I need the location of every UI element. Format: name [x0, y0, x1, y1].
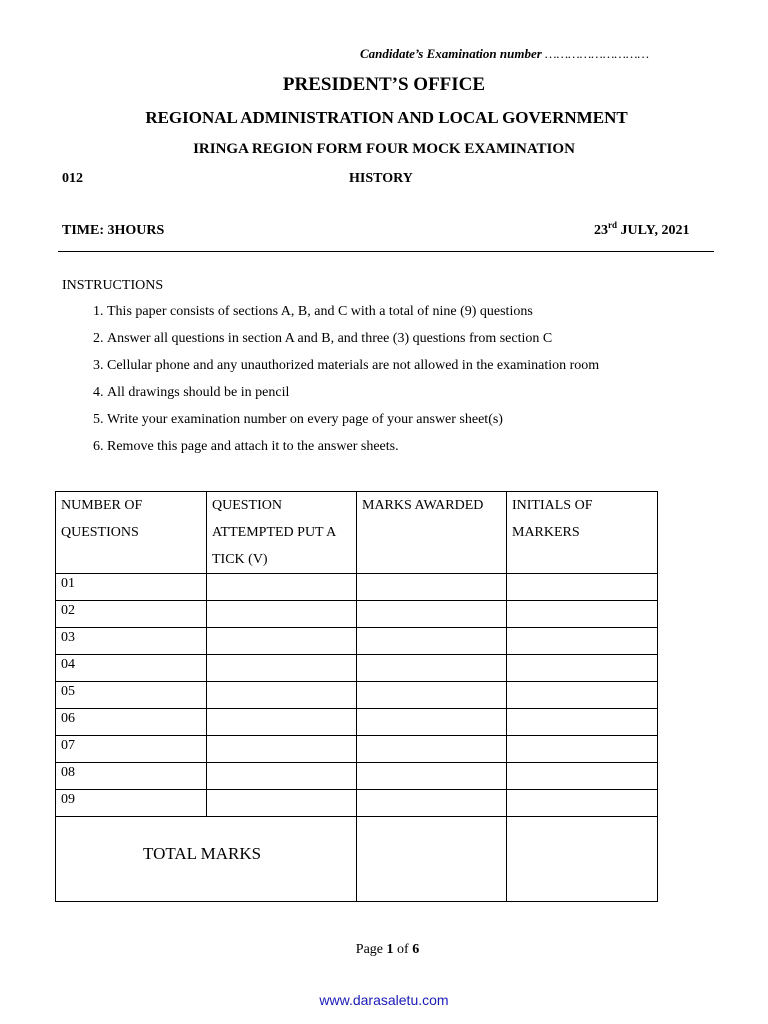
table-row	[56, 790, 658, 817]
page-prefix: Page	[355, 942, 387, 957]
website-link[interactable]: www.darasaletu.com	[319, 992, 449, 1008]
ministry-title: REGIONAL ADMINISTRATION AND LOCAL GOVERNMENT	[145, 108, 628, 127]
table-row	[56, 682, 658, 709]
initials-cell[interactable]	[507, 763, 658, 790]
table-row	[56, 628, 658, 655]
instruction-item: 6. Remove this page and attach it to the answer sheets.	[107, 433, 747, 460]
page-current: 1	[386, 942, 394, 957]
question-number-cell: 06	[56, 709, 207, 736]
marks-cell[interactable]	[357, 601, 507, 628]
marks-cell[interactable]	[357, 574, 507, 601]
marks-table-header	[56, 492, 658, 574]
header-divider	[58, 251, 714, 252]
marks-cell[interactable]	[357, 709, 507, 736]
attempted-cell[interactable]	[207, 601, 357, 628]
table-row	[56, 655, 658, 682]
initials-cell[interactable]	[507, 574, 658, 601]
instruction-item: 3. Cellular phone and any unauthorized materials are not allowed in the examination room	[107, 352, 747, 379]
exam-duration: TIME: 3HOURS	[62, 223, 165, 238]
total-label-cell	[56, 817, 357, 902]
subject-code: 012	[62, 171, 83, 186]
header-number-of-questions: NUMBER OF QUESTIONS	[56, 492, 207, 574]
exam-title: IRINGA REGION FORM FOUR MOCK EXAMINATION	[193, 141, 575, 157]
attempted-cell[interactable]	[207, 790, 357, 817]
question-number-cell: 09	[56, 790, 207, 817]
instruction-item: 2. Answer all questions in section A and B, and three (3) questions from section C	[107, 325, 747, 352]
attempted-cell[interactable]	[207, 682, 357, 709]
header-initials-of-markers: INITIALS OF MARKERS	[507, 492, 658, 574]
page-number	[0, 942, 768, 958]
initials-cell[interactable]	[507, 682, 658, 709]
initials-cell[interactable]	[507, 655, 658, 682]
date-rest: JULY, 2021	[617, 223, 690, 238]
total-marks-label: TOTAL MARKS	[143, 844, 262, 863]
question-number-cell: 04	[56, 655, 207, 682]
attempted-cell[interactable]	[207, 574, 357, 601]
initials-cell[interactable]	[507, 628, 658, 655]
subject-name: HISTORY	[349, 171, 413, 186]
header-marks-awarded: MARKS AWARDED	[357, 492, 507, 574]
instructions-heading: INSTRUCTIONS	[62, 278, 164, 293]
table-row	[56, 574, 658, 601]
candidate-number-blank: ………………………	[545, 46, 650, 61]
attempted-cell[interactable]	[207, 736, 357, 763]
attempted-cell[interactable]	[207, 709, 357, 736]
table-row	[56, 709, 658, 736]
question-number-cell: 05	[56, 682, 207, 709]
marks-table	[55, 491, 658, 902]
initials-cell[interactable]	[507, 736, 658, 763]
question-number-cell: 02	[56, 601, 207, 628]
initials-cell[interactable]	[507, 709, 658, 736]
instruction-item: 1. This paper consists of sections A, B, and C with a total of nine (9) questions	[107, 298, 747, 325]
initials-cell[interactable]	[507, 601, 658, 628]
total-marks-cell[interactable]	[357, 817, 507, 902]
attempted-cell[interactable]	[207, 628, 357, 655]
question-number-cell: 01	[56, 574, 207, 601]
instruction-item: 4. All drawings should be in pencil	[107, 379, 747, 406]
total-row	[56, 817, 658, 902]
question-number-cell: 08	[56, 763, 207, 790]
question-number-cell: 07	[56, 736, 207, 763]
table-row	[56, 763, 658, 790]
page-total: 6	[412, 942, 420, 957]
initials-cell[interactable]	[507, 790, 658, 817]
date-day: 23	[594, 223, 608, 238]
marks-cell[interactable]	[357, 682, 507, 709]
table-row	[56, 601, 658, 628]
office-title: PRESIDENT’S OFFICE	[282, 74, 486, 95]
marks-cell[interactable]	[357, 655, 507, 682]
marks-cell[interactable]	[357, 790, 507, 817]
page-of: of	[393, 942, 413, 957]
exam-date	[594, 220, 690, 239]
marks-cell[interactable]	[357, 628, 507, 655]
header-question-attempted: QUESTION ATTEMPTED PUT A TICK (V)	[207, 492, 357, 574]
marks-cell[interactable]	[357, 763, 507, 790]
instructions-list	[62, 298, 747, 460]
attempted-cell[interactable]	[207, 763, 357, 790]
candidate-number-label: Candidate’s Examination number	[360, 46, 542, 61]
marks-cell[interactable]	[357, 736, 507, 763]
date-suffix: rd	[608, 220, 617, 230]
attempted-cell[interactable]	[207, 655, 357, 682]
total-initials-cell[interactable]	[507, 817, 658, 902]
question-number-cell: 03	[56, 628, 207, 655]
table-row	[56, 736, 658, 763]
instruction-item: 5. Write your examination number on every page of your answer sheet(s)	[107, 406, 747, 433]
candidate-number-line	[360, 46, 649, 62]
